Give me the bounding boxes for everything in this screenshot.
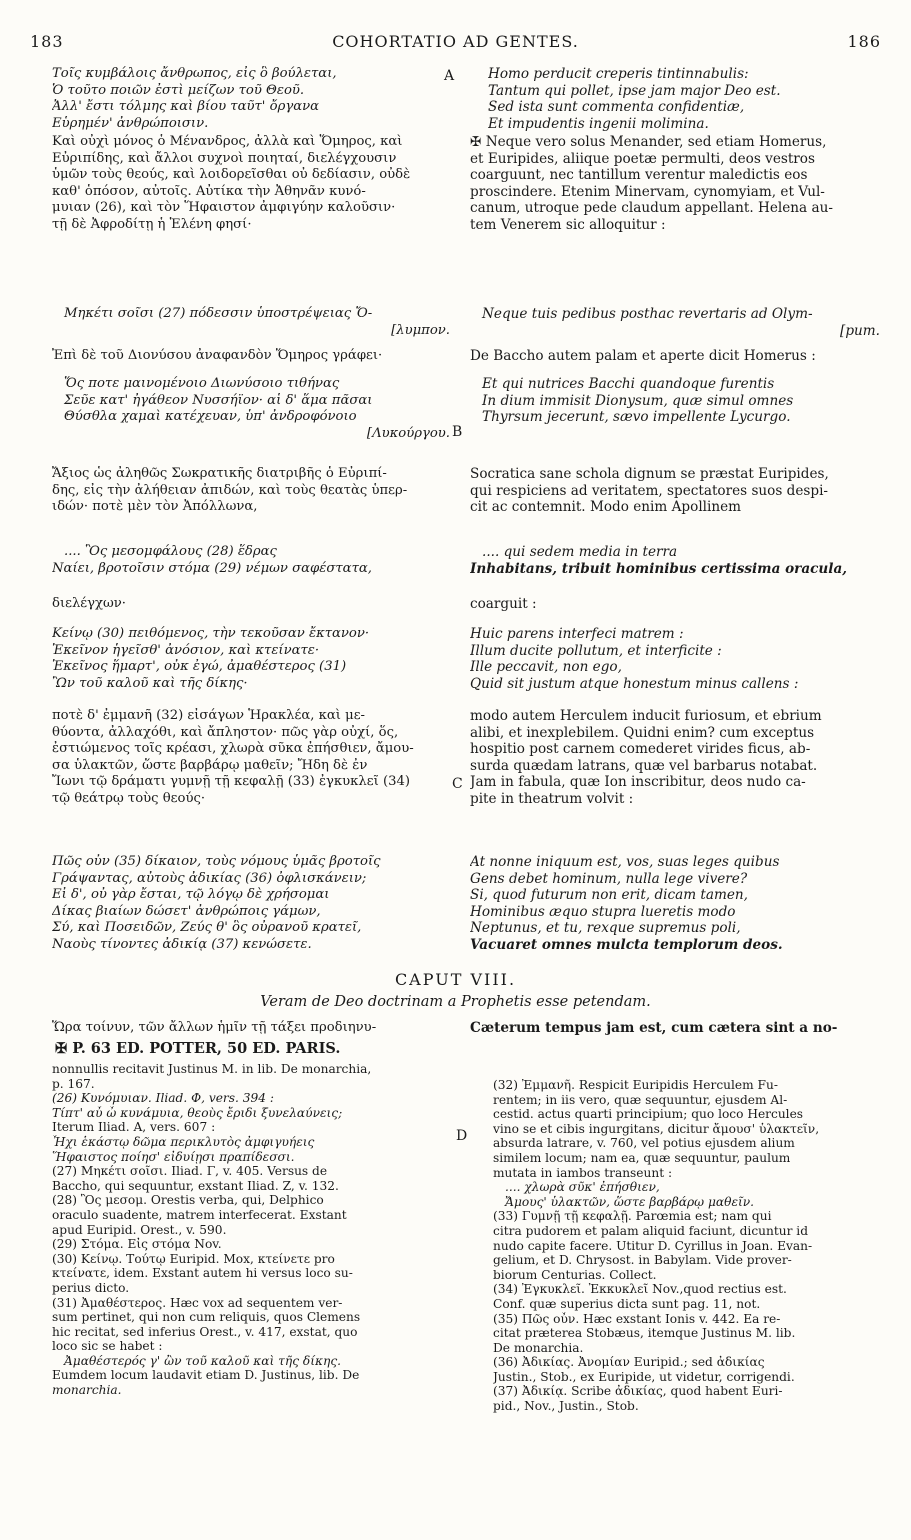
page-number-left: 183 (30, 32, 64, 51)
footnote-line: oraculo suadente, matrem interfecerat. Exstant (52, 1207, 347, 1222)
footnote-line: Conf. quæ superius dicta sunt pag. 11, not. (493, 1296, 761, 1311)
running-header (30, 32, 881, 54)
greek-verse-block-1 (52, 66, 450, 132)
latin-line: Inhabitans, tribuit hominibus certissima oracula, (470, 560, 848, 577)
footnote-line: apud Euripid. Orest., v. 590. (52, 1222, 227, 1237)
greek-prose-block-2 (52, 134, 450, 234)
footnote-line: Iterum Iliad. A, vers. 607 : (52, 1120, 216, 1135)
footnote-line: gelium, et D. Chrysost. in Babylam. Vide prover- (493, 1253, 792, 1268)
greek-line: ιδών· ποτὲ μὲν τὸν Ἀπόλλωνα, (52, 499, 258, 515)
greek-prose-block-6 (52, 466, 450, 516)
greek-line: Θύσθλα χαμαὶ κατέχευαν, ὑπ' ἀνδροφόνοιο (64, 409, 357, 425)
footnote-line: p. 167. (52, 1076, 95, 1091)
running-title: COHORTATIO AD GENTES. (332, 32, 579, 51)
greek-line: ἐστιώμενος τοῖς κρέασι, χλωρὰ σῦκα ἐπήσθιεν, ἄμου- (52, 741, 414, 757)
footnote-line: Justin., Stob., ex Euripide, ut videtur, corrigendi. (493, 1369, 795, 1384)
latin-line: At nonne iniquum est, vos, suas leges quibus (470, 854, 780, 870)
footnote-line: Ἦχι ἑκάστῳ δῶμα περικλυτὸς ἀμφιγυήεις (52, 1134, 315, 1149)
footnote-line: (32) Ἐμμανῆ. Respicit Euripidis Herculem Fu- (493, 1078, 778, 1092)
footnote-line: sum pertinet, qui non cum reliquis, quos Clemens (52, 1310, 361, 1325)
greek-verse-block-7 (52, 544, 450, 577)
greek-line: Ἐπὶ δὲ τοῦ Διονύσου ἀναφανδὸν Ὅμηρος γράφει· (52, 348, 383, 363)
greek-line: μυιαν (26), καὶ τὸν Ἥφαιστον ἀμφιγύην καλοῦσιν· (52, 200, 396, 216)
edition-reference: ✠ P. 63 ED. POTTER, 50 ED. PARIS. (55, 1040, 341, 1057)
latin-line: De Baccho autem palam et aperte dicit Homerus : (470, 348, 816, 364)
footnote-line: Τίπτ' αὖ ὦ κυνάμυια, θεοὺς ἔριδι ξυνελαύνεις; (52, 1105, 343, 1120)
margin-letter-a: A (444, 68, 455, 84)
greek-line: Ναοὺς τίνοντες ἀδικίᾳ (37) κενώσετε. (52, 936, 312, 952)
footnote-line: pid., Nov., Justin., Stob. (493, 1399, 639, 1414)
footnote-line: Ἥφαιστος ποίησ' εἰδυίῃσι πραπίδεσσι. (52, 1149, 295, 1164)
latin-line: alibi, et inexplebilem. Quidni enim? cum exceptus (470, 724, 815, 741)
latin-verse-block-7 (470, 544, 880, 577)
latin-line: Tantum qui pollet, ipse jam major Deo est. (488, 82, 781, 99)
latin-line: Quid sit justum atque honestum minus callens : (470, 675, 799, 692)
greek-line: δης, εἰς τὴν ἀλήθειαν ἀπιδών, καὶ τοὺς θεατὰς ὑπερ- (52, 482, 408, 498)
footnote-line: De monarchia. (493, 1340, 584, 1355)
greek-line: Εὑρημέν' ἀνθρώποισιν. (52, 115, 209, 131)
footnote-line: rentem; in iis vero, quæ sequuntur, ejusdem Al- (493, 1092, 788, 1107)
footnote-line: monarchia. (52, 1383, 122, 1398)
latin-line: cit ac contemnit. Modo enim Apollinem (470, 499, 742, 516)
footnote-line: (31) Ἀμαθέστερος. Hæc vox ad sequentem ver- (52, 1295, 343, 1310)
footnote-line: mutata in iambos transeunt : (493, 1165, 673, 1180)
footnote-line: (35) Πῶς οὖν. Hæc exstant Ionis v. 442. Ea re- (493, 1311, 781, 1326)
latin-line: modo autem Herculem inducit furiosum, et ebrium (470, 708, 822, 724)
latin-prose-block-8 (470, 596, 880, 613)
footnote-line: (30) Κείνῳ. Τούτῳ Euripid. Mox, κτείνετε pro (52, 1251, 335, 1266)
margin-letter-c: C (452, 776, 463, 792)
latin-verse-block-5 (470, 376, 880, 426)
latin-prose-block-12 (470, 1020, 880, 1037)
latin-line: Thyrsum jecerunt, sævo impellente Lycurgo. (482, 409, 791, 426)
latin-verse-block-1 (470, 66, 880, 132)
footnote-line: (26) Κυνόμυιαν. Iliad. Φ, vers. 394 : (52, 1091, 274, 1106)
latin-line: surda quædam latrans, quæ vel barbarus notabat. (470, 757, 818, 774)
latin-line: tem Venerem sic alloquitur : (470, 216, 666, 233)
latin-line: Et qui nutrices Bacchi quandoque furentis (482, 376, 775, 392)
latin-line: canum, utroque pede claudum appellant. Helena au- (470, 200, 833, 217)
latin-line: ✠ Neque vero solus Menander, sed etiam Homerus, (470, 134, 827, 150)
footnote-line: (27) Μηκέτι σοῖσι. Iliad. Γ, v. 405. Versus de (52, 1164, 328, 1179)
latin-line: Socratica sane schola dignum se præstat Euripides, (470, 466, 829, 482)
greek-line: ὑμῶν τοὺς θεούς, καὶ λοιδορεῖσθαι οὐ δεδίασιν, οὐδὲ (52, 167, 411, 183)
footnote-line: .... χλωρὰ σῦκ' ἐπήσθιεν, (505, 1180, 660, 1195)
latin-line: Jam in fabula, quæ Ion inscribitur, deos nudo ca- (470, 774, 806, 791)
greek-prose-block-4 (52, 348, 450, 365)
greek-line: Σεῦε κατ' ἠγάθεον Νυσσήϊον· αἱ δ' ἅμα πᾶσαι (64, 392, 373, 408)
greek-line: Εἰ δ', οὐ γὰρ ἔσται, τῷ λόγῳ δὲ χρήσομαι (52, 887, 330, 903)
footnote-line: hic recitat, sed inferius Orest., v. 417, exstat, quo (52, 1324, 358, 1339)
footnote-line: (28) Ὃς μεσομ. Orestis verba, qui, Delphico (52, 1193, 324, 1208)
greek-line: ποτὲ δ' ἐμμανῆ (32) εἰσάγων Ἡρακλέα, καὶ με- (52, 708, 366, 723)
footnote-line: Ἀμαθέστερός γ' ὢν τοῦ καλοῦ καὶ τῆς δίκης. (64, 1353, 342, 1368)
greek-line: Ἴωνι τῷ δράματι γυμνῇ τῇ κεφαλῇ (33) ἐγκυκλεῖ (34) (52, 774, 411, 790)
footnote-line: citat præterea Stobæus, itemque Justinus M. lib. (493, 1326, 796, 1341)
latin-line: coarguunt, nec tantillum verentur maledictis eos (470, 167, 808, 184)
latin-line: qui respiciens ad veritatem, spectatores suos despi- (470, 482, 829, 499)
greek-line: Ἄξιος ὡς ἀληθῶς Σωκρατικῆς διατριβῆς ὁ Εὐριπί- (52, 466, 387, 481)
greek-line: Ναίει, βροτοῖσιν στόμα (29) νέμων σαφέστατα, (52, 560, 372, 576)
greek-line: Δίκας βιαίων δώσετ' ἀνθρώποις γάμων, (52, 903, 321, 919)
greek-line: σα ὑλακτῶν, ὥστε βαρβάρῳ μαθεῖν; Ἤδη δὲ ἐν (52, 757, 368, 773)
latin-prose-block-4 (470, 348, 880, 365)
latin-line: [pum. (840, 322, 880, 339)
greek-line: Πῶς οὖν (35) δίκαιον, τοὺς νόμους ὑμᾶς βροτοῖς (52, 854, 381, 869)
latin-line: Si, quod futurum non erit, dicam tamen, (470, 887, 749, 904)
latin-line: Hominibus æquo stupra lueretis modo (470, 903, 736, 920)
margin-letter-d: D (456, 1128, 468, 1144)
footnote-line: (36) Ἀδικίας. Ἀνομίαν Euripid.; sed ἀδικίας (493, 1355, 765, 1370)
latin-line: Homo perducit creperis tintinnabulis: (488, 66, 749, 82)
latin-line: Sed ista sunt commenta confidentiæ, (488, 99, 745, 116)
greek-line: καθ' ὁπόσον, αὐτοῖς. Αὐτίκα τὴν Ἀθηνᾶν κυνό- (52, 183, 366, 199)
latin-prose-block-10 (470, 708, 880, 808)
footnote-line: nudo capite facere. Utitur D. Cyrillus in Joan. Evan- (493, 1238, 813, 1253)
greek-line: Ὅς ποτε μαινομένοιο Διωνύσοιο τιθήνας (64, 376, 340, 391)
latin-line: hospitio post carnem comederet virides ficus, ab- (470, 741, 811, 758)
latin-line: Cæterum tempus jam est, cum cætera sint a no- (470, 1020, 838, 1036)
latin-line: Et impudentis ingenii molimina. (488, 115, 709, 132)
footnote-line: loco sic se habet : (52, 1339, 163, 1354)
latin-line: proscindere. Etenim Minervam, cynomyiam, et Vul- (470, 183, 825, 200)
latin-prose-block-2 (470, 134, 880, 234)
greek-line: Ὢν τοῦ καλοῦ καὶ τῆς δίκης· (52, 675, 248, 691)
greek-line: Μηκέτι σοῖσι (27) πόδεσσιν ὑποστρέψειας Ὄ- (64, 306, 373, 321)
latin-line: Vacuaret omnes mulcta templorum deos. (470, 936, 783, 953)
greek-verse-block-3 (52, 306, 450, 339)
footnote-line: biorum Centurias. Collect. (493, 1267, 657, 1282)
chapter-heading: CAPUT VIII. (394, 970, 517, 989)
greek-line: Ἐκεῖνον ἡγεῖσθ' ἀνόσιον, καὶ κτείνατε· (52, 642, 320, 658)
footnote-line: Baccho, qui sequuntur, exstant Iliad. Z, v. 132. (52, 1178, 339, 1193)
latin-verse-block-9 (470, 626, 880, 692)
latin-line: Huic parens interfeci matrem : (470, 626, 684, 642)
footnote-line: (29) Στόμα. Εἰς στόμα Nov. (52, 1237, 222, 1252)
footnote-line: perius dicto. (52, 1280, 130, 1295)
footnote-line: κτείνατε, idem. Exstant autem hi versus loco su- (52, 1266, 353, 1281)
greek-line: διελέγχων· (52, 596, 126, 611)
greek-line: τῇ δὲ Ἀφροδίτῃ ἡ Ἑλένη φησί· (52, 216, 252, 232)
latin-verse-block-3 (470, 306, 880, 339)
greek-line: Τοῖς κυμβάλοις ἄνθρωπος, εἰς ὃ βούλεται, (52, 66, 337, 81)
footnote-line: citra pudorem et palam aliquid faciunt, dicuntur id (493, 1223, 808, 1238)
latin-line: Ille peccavit, non ego, (470, 659, 622, 676)
footnotes-right (493, 1078, 880, 1414)
footnote-line: similem locum; nam ea, quæ sequuntur, paulum (493, 1150, 791, 1165)
footnote-line: Eumdem locum laudavit etiam D. Justinus, lib. De (52, 1368, 360, 1383)
footnote-line: (34) Ἐγκυκλεῖ. Ἐκκυκλεῖ Nov.,quod rectius est. (493, 1282, 787, 1297)
greek-verse-block-5 (52, 376, 450, 442)
greek-line: Γράψαντας, αὐτοὺς ἀδικίας (36) ὀφλισκάνειν; (52, 870, 367, 886)
latin-line: pite in theatrum volvit : (470, 790, 634, 807)
footnote-line: nonnullis recitavit Justinus M. in lib. De monarchia, (52, 1062, 372, 1076)
greek-prose-block-12 (52, 1020, 450, 1037)
greek-line: Εὐριπίδης, καὶ ἄλλοι συχνοὶ ποιηταί, διελέγχουσιν (52, 150, 397, 166)
latin-line: Gens debet hominum, nulla lege vivere? (470, 870, 748, 887)
greek-line: Κείνῳ (30) πειθόμενος, τὴν τεκοῦσαν ἔκτανον· (52, 626, 370, 641)
greek-line: Ὁ τοῦτο ποιῶν ἐστὶ μείζων τοῦ Θεοῦ. (52, 82, 305, 98)
greek-verse-block-11 (52, 854, 450, 954)
footnote-line: absurda latrare, v. 760, vel potius ejusdem alium (493, 1136, 795, 1151)
greek-line: Ἐκεῖνος ἥμαρτ', οὐκ ἐγώ, ἀμαθέστερος (31) (52, 659, 347, 675)
latin-line: In dium immisit Dionysum, quæ simul omnes (482, 392, 794, 409)
footnote-line: (37) Ἀδικίᾳ. Scribe ἀδικίας, quod habent Euri- (493, 1384, 783, 1399)
page-number-right: 186 (847, 32, 881, 51)
greek-line: Σύ, καὶ Ποσειδῶν, Ζεύς θ' ὃς οὐρανοῦ κρατεῖ, (52, 920, 362, 936)
latin-line: Illum ducite pollutum, et interficite : (470, 642, 722, 659)
latin-prose-block-6 (470, 466, 880, 516)
footnote-line: (33) Γυμνῇ τῇ κεφαλῇ. Parœmia est; nam qui (493, 1209, 772, 1224)
margin-letter-b: B (452, 424, 463, 440)
footnote-line: Ἄμους' ὑλακτῶν, ὥστε βαρβάρῳ μαθεῖν. (505, 1194, 755, 1209)
greek-line: Ἀλλ' ἔστι τόλμης καὶ βίου ταῦτ' ὄργανα (52, 99, 320, 115)
greek-verse-block-9 (52, 626, 450, 692)
greek-line: Καὶ οὐχὶ μόνος ὁ Μένανδρος, ἀλλὰ καὶ Ὅμηρος, καὶ (52, 134, 403, 149)
latin-line: et Euripides, aliique poetæ permulti, deos vestros (470, 150, 815, 167)
greek-line: θύοντα, ἀλλαχόθι, καὶ ἄπληστον· πῶς γὰρ οὐχί, ὅς, (52, 724, 399, 740)
latin-line: Neque tuis pedibus posthac revertaris ad Olym- (482, 306, 813, 322)
greek-line: [λυμπον. (391, 322, 450, 338)
greek-line: [Λυκούργου. (366, 425, 450, 441)
latin-verse-block-11 (470, 854, 880, 954)
footnotes-left (52, 1062, 472, 1398)
latin-line: .... qui sedem media in terra (482, 544, 678, 560)
latin-line: coarguit : (470, 596, 537, 612)
footnote-line: vino se et cibis ingurgitans, dicitur ἄμουσ' ὑλακτεῖν, (493, 1121, 820, 1136)
greek-line: τῷ θεάτρῳ τοὺς θεούς· (52, 790, 206, 806)
latin-line: Neptunus, et tu, rexque supremus poli, (470, 920, 741, 937)
chapter-subtitle: Veram de Deo doctrinam a Prophetis esse petendam. (260, 994, 651, 1010)
greek-line: .... Ὃς μεσομφάλους (28) ἕδρας (64, 544, 277, 559)
greek-line: Ὥρα τοίνυν, τῶν ἄλλων ἡμῖν τῇ τάξει προδιηνυ- (52, 1020, 377, 1035)
greek-prose-block-8 (52, 596, 450, 613)
footnote-line: cestid. actus quarti principium; quo loco Hercules (493, 1107, 804, 1122)
greek-prose-block-10 (52, 708, 450, 808)
